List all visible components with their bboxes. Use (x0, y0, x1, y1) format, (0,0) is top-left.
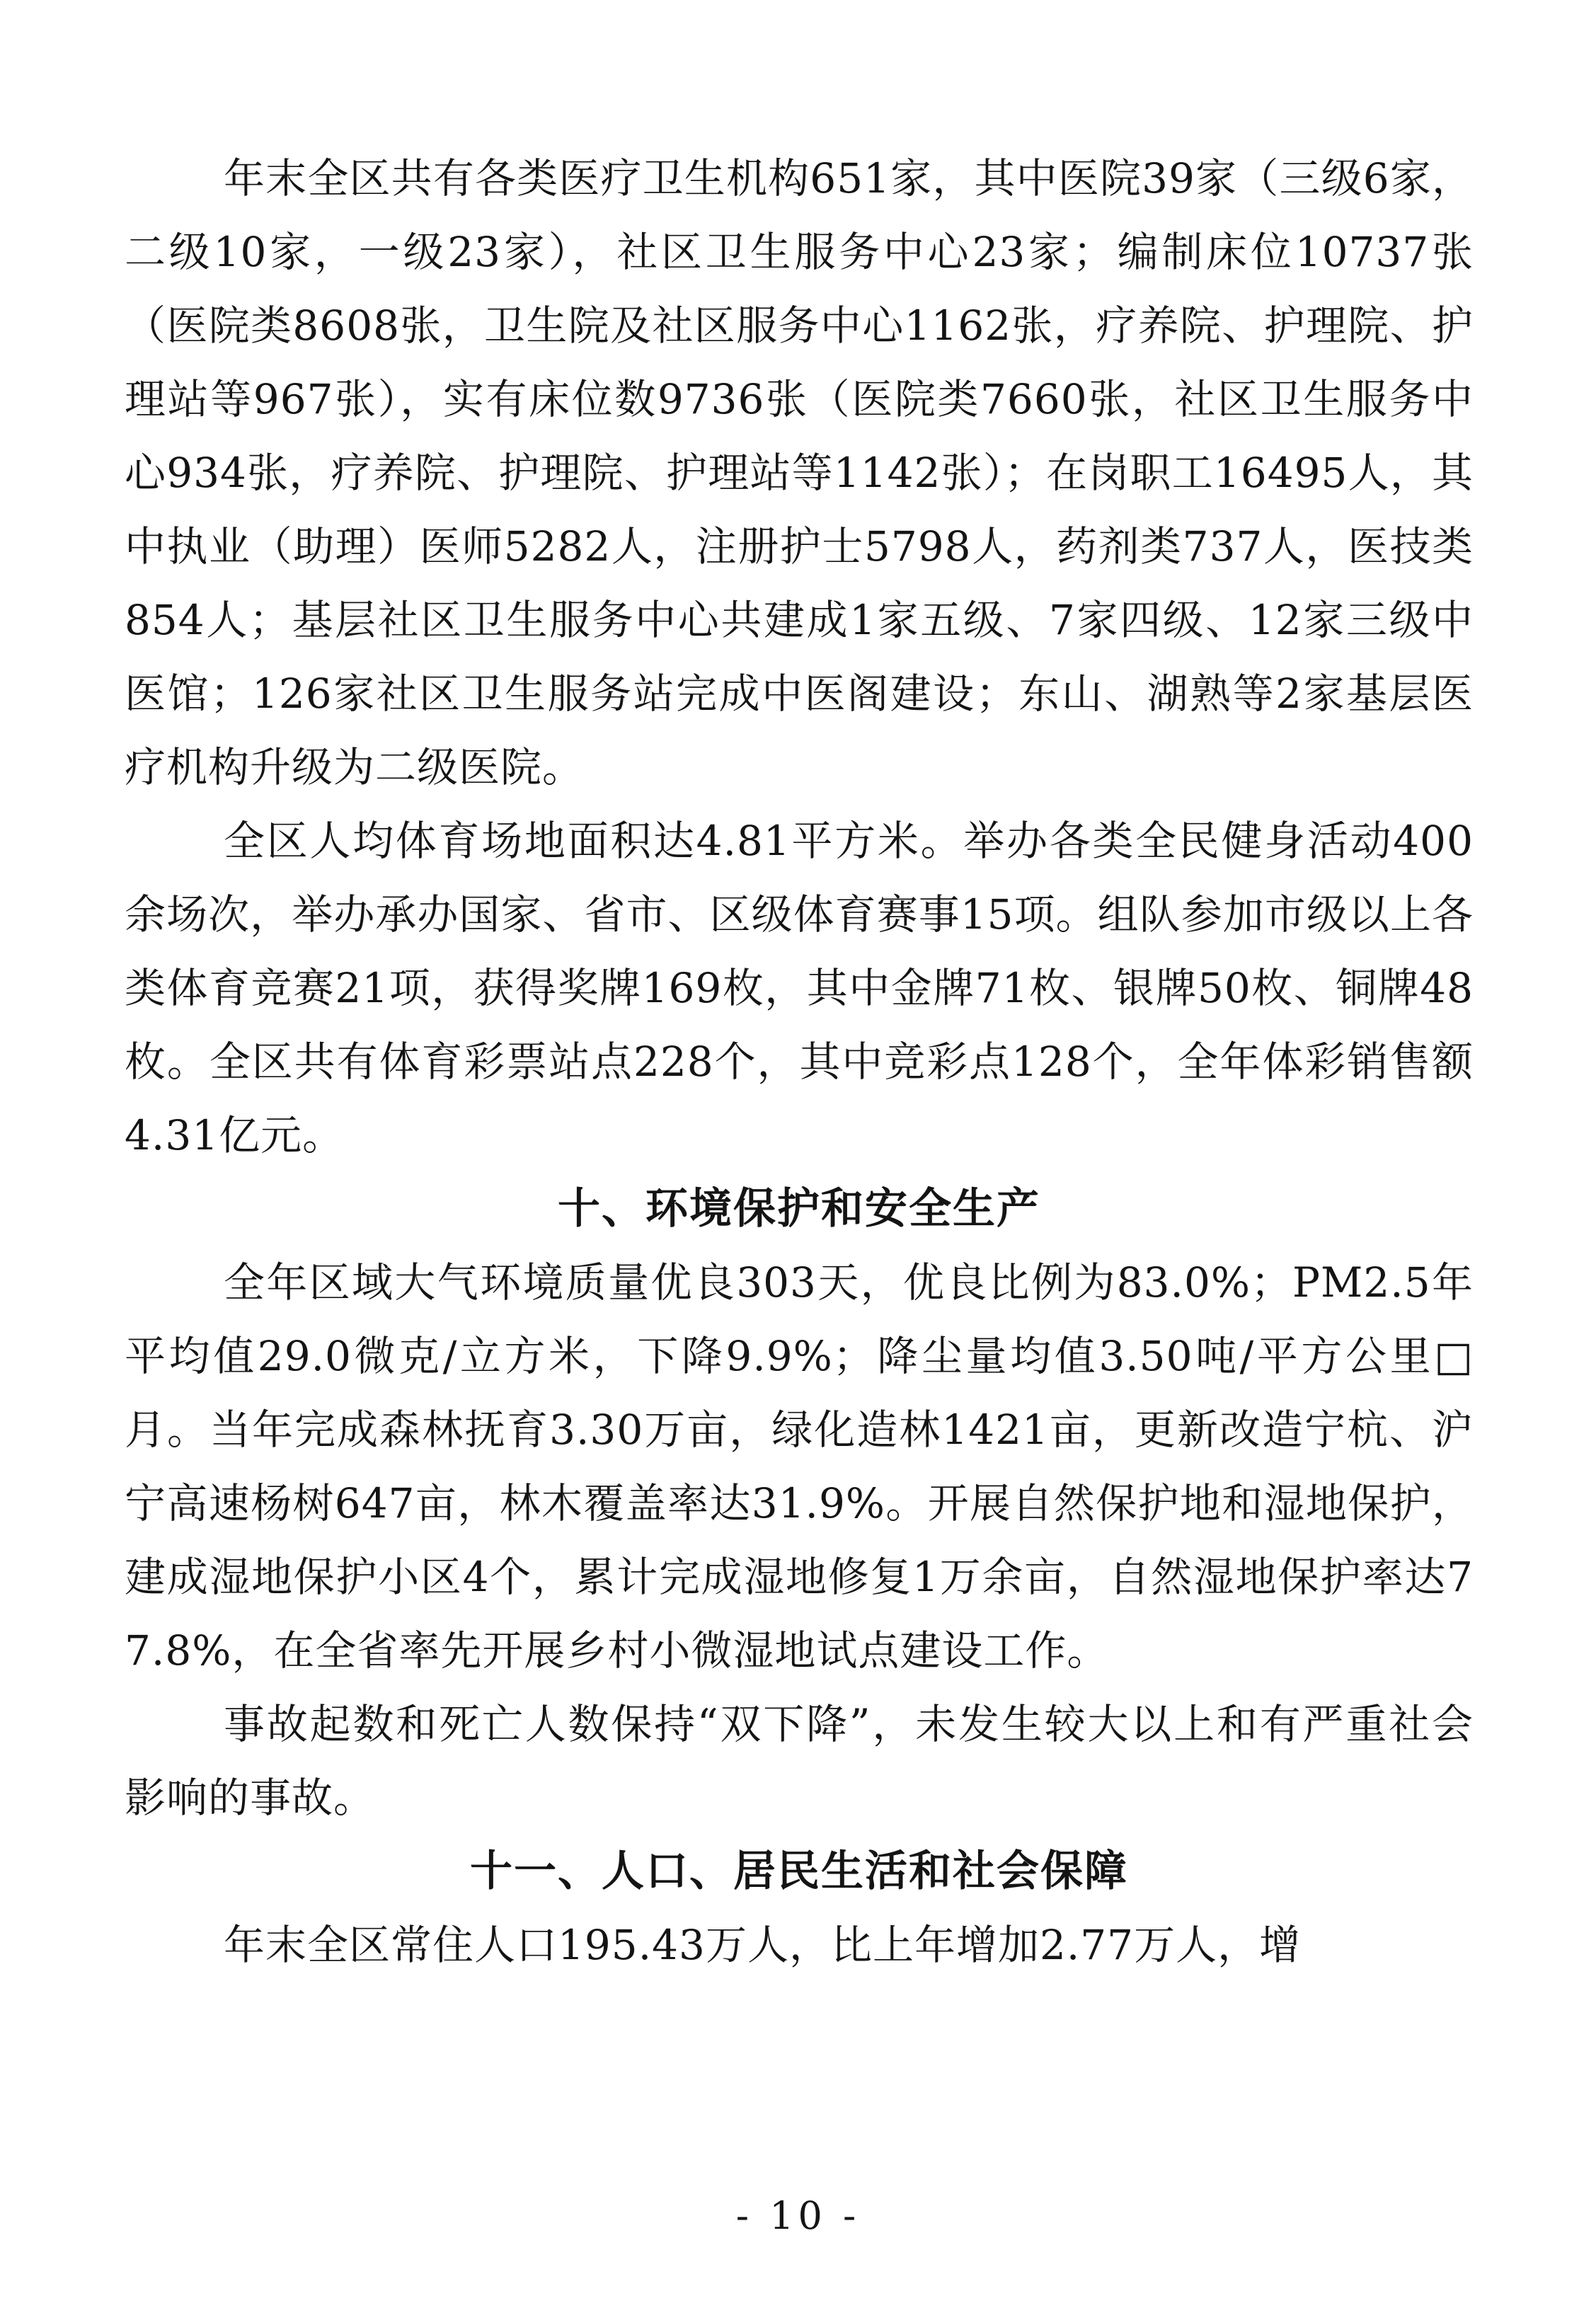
paragraph-health-institutions: 年末全区共有各类医疗卫生机构651家，其中医院39家（三级6家，二级10家，一级23家），社区卫生服务中心23家；编制床位10737张（医院类8608张，卫生院及社区服务中心1162张，疗养院、护理院、护理站等967张），实有床位数9736张（医院类7660张，社区卫生服务中心934张，疗养院、护理院、护理站等1142张）；在岗职工16495人，其中执业（助理）医师5282人，注册护士5798人，药剂类737人，医技类854人；基层社区卫生服务中心共建成1家五级、7家四级、12家三级中医馆；126家社区卫生服务站完成中医阁建设；东山、湖熟等2家基层医疗机构升级为二级医院。 (125, 154, 1474, 791)
paragraph-environment: 全年区域大气环境质量优良303天，优良比例为83.0%；PM2.5年平均值29.0微克/立方米，下降9.9%；降尘量均值3.50吨/平方公里□月。当年完成森林抚育3.30万亩，绿化造林1421亩，更新改造宁杭、沪宁高速杨树647亩，林木覆盖率达31.9%。开展自然保护地和湿地保护，建成湿地保护小区4个，累计完成湿地修复1万余亩，自然湿地保护率达77.8%，在全省率先开展乡村小微湿地试点建设工作。 (125, 1258, 1474, 1675)
paragraph-population: 年末全区常住人口195.43万人，比上年增加2.77万人，增 (224, 1921, 1302, 1969)
document-body (125, 142, 1474, 1982)
section-heading-environment-safety: 十、环境保护和安全生产 (558, 1184, 1040, 1234)
paragraph-safety: 事故起数和死亡人数保持“双下降”，未发生较大以上和有严重社会影响的事故。 (125, 1700, 1474, 1822)
paragraph-sports: 全区人均体育场地面积达4.81平方米。举办各类全民健身活动400余场次，举办承办国家、省市、区级体育赛事15项。组队参加市级以上各类体育竞赛21项，获得奖牌169枚，其中金牌71枚、银牌50枚、铜牌48枚。全区共有体育彩票站点228个，其中竞彩点128个，全年体彩销售额4.31亿元。 (125, 817, 1474, 1159)
page-number: - 10 - (735, 2193, 861, 2238)
section-heading-population-livelihood: 十一、人口、居民生活和社会保障 (470, 1847, 1128, 1896)
